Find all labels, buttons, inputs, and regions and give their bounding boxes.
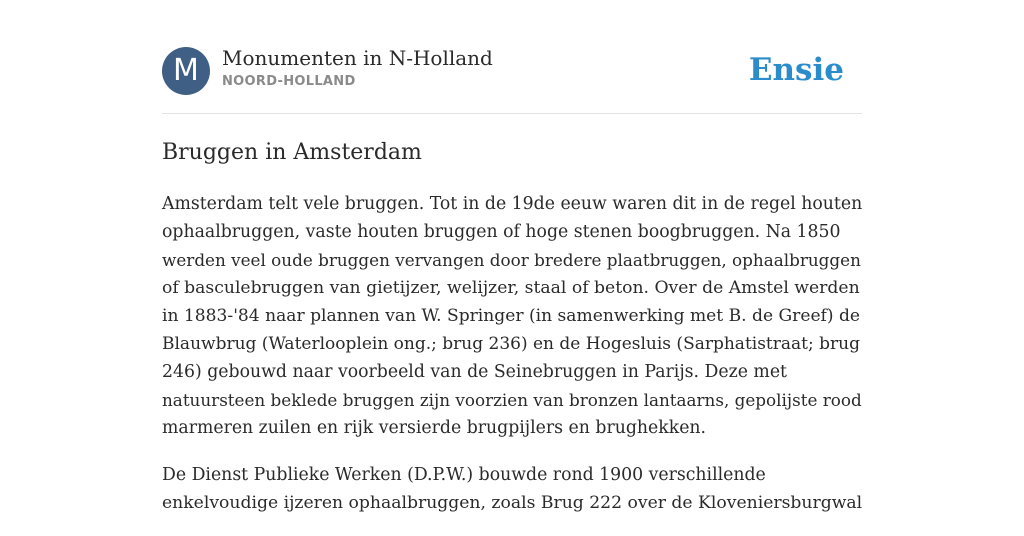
article-title: Bruggen in Amsterdam bbox=[162, 140, 422, 165]
article-paragraph bbox=[162, 461, 862, 517]
paragraph-line: 246) gebouwd naar voorbeeld van de Seinebruggen in Parijs. Deze met bbox=[162, 362, 787, 382]
paragraph-line: werden veel oude bruggen vervangen door bredere plaatbruggen, ophaalbruggen bbox=[162, 250, 861, 270]
paragraph-line: De Dienst Publieke Werken (D.P.W.) bouwde rond 1900 verschillende bbox=[162, 465, 766, 485]
paragraph-line: Blauwbrug (Waterlooplein ong.; brug 236) en de Hogesluis (Sarphatistraat; brug bbox=[162, 334, 860, 354]
ensie-logo[interactable]: Ensie bbox=[748, 52, 844, 88]
article-source-header bbox=[162, 46, 862, 96]
paragraph-line: in 1883-'84 naar plannen van W. Springer (in samenwerking met B. de Greef) de bbox=[162, 306, 861, 326]
article-body bbox=[162, 190, 862, 536]
paragraph-line: natuursteen beklede bruggen zijn voorzien van bronzen lantaarns, gepolijste rood bbox=[162, 390, 862, 410]
source-category[interactable]: NOORD-HOLLAND bbox=[222, 74, 356, 89]
source-avatar[interactable]: M bbox=[162, 47, 210, 95]
paragraph-line: of basculebruggen van gietijzer, welijzer, staal of beton. Over de Amstel werden bbox=[162, 278, 860, 298]
source-title[interactable]: Monumenten in N-Holland bbox=[222, 46, 493, 70]
paragraph-line: Amsterdam telt vele bruggen. Tot in de 19de eeuw waren dit in de regel houten bbox=[162, 194, 863, 214]
paragraph-line: enkelvoudige ijzeren ophaalbruggen, zoals Brug 222 over de Kloveniersburgwal bbox=[162, 493, 863, 513]
article-paragraph bbox=[162, 190, 862, 442]
paragraph-line: ophaalbruggen, vaste houten bruggen of hoge stenen boogbruggen. Na 1850 bbox=[162, 222, 841, 242]
header-divider bbox=[162, 113, 862, 114]
paragraph-line: marmeren zuilen en rijk versierde brugpijlers en brughekken. bbox=[162, 418, 707, 438]
